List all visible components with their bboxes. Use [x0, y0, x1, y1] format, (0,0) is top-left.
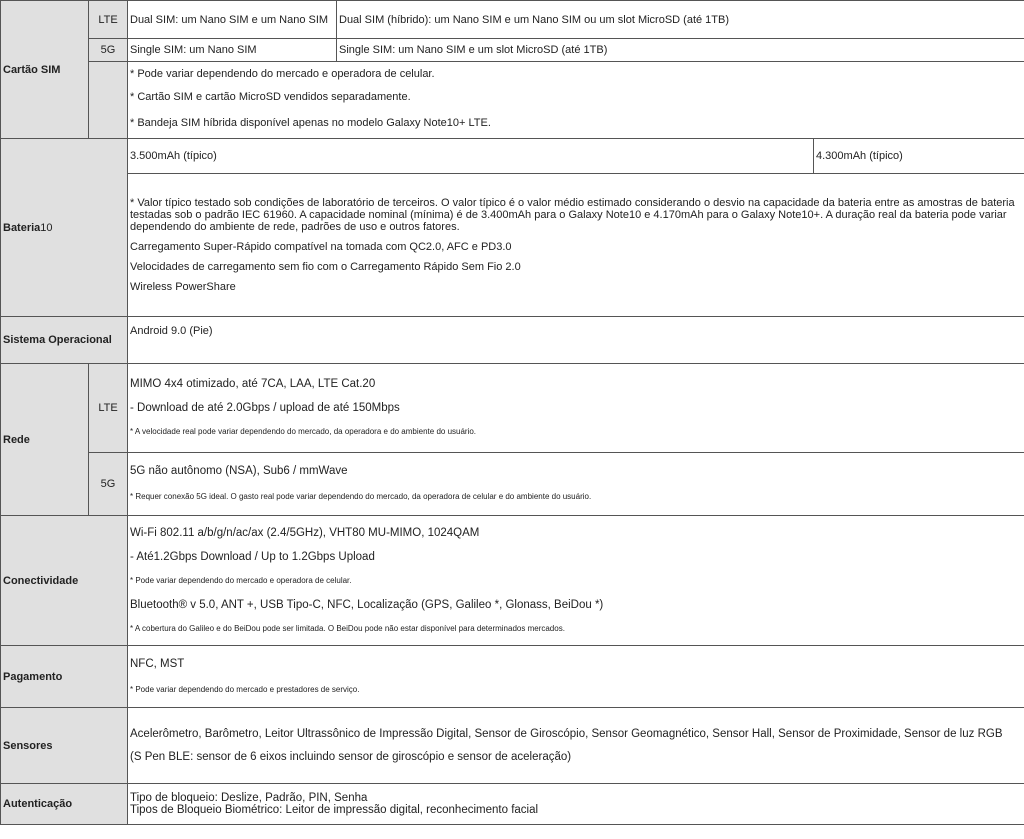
bateria-line: Wireless PowerShare	[130, 281, 236, 293]
sensores-line: (S Pen BLE: sensor de 6 eixos incluindo sensor de giroscópio e sensor de aceleração)	[130, 750, 572, 763]
pagamento-content	[128, 646, 1024, 708]
section-header-sensores: Sensores	[1, 708, 128, 784]
conectividade-line: Wi-Fi 802.11 a/b/g/n/ac/ax (2.4/5GHz), VHT80 MU-MIMO, 1024QAM	[130, 526, 480, 539]
autenticacao-content	[128, 784, 1024, 825]
rede-5g-content	[128, 453, 1024, 516]
conectividade-note: * A cobertura do Galileo e do BeiDou pode ser limitada. O BeiDou pode não estar disponível para determinados mercados.	[130, 623, 565, 633]
autenticacao-line: Tipo de bloqueio: Deslize, Padrão, PIN, Senha	[130, 792, 368, 804]
sistema-value: Android 9.0 (Pie)	[128, 317, 1024, 364]
section-header-pagamento: Pagamento	[1, 646, 128, 708]
section-header-cartao-sim: Cartão SIM	[1, 1, 89, 139]
section-header-sistema: Sistema Operacional	[1, 317, 128, 364]
conectividade-content	[128, 516, 1024, 646]
sensores-content	[128, 708, 1024, 784]
rede-lte-line: MIMO 4x4 otimizado, até 7CA, LAA, LTE Cat.20	[130, 378, 376, 390]
table-row	[1, 708, 1024, 784]
conectividade-line: Bluetooth® v 5.0, ANT +, USB Tipo-C, NFC, Localização (GPS, Galileo *, Glonass, BeiDou *)	[130, 598, 604, 611]
section-header-conectividade: Conectividade	[1, 516, 128, 646]
table-row	[1, 646, 1024, 708]
rede-lte-line: - Download de até 2.0Gbps / upload de até 150Mbps	[130, 402, 400, 414]
section-header-rede: Rede	[1, 364, 89, 516]
sim-lte-label: LTE	[89, 1, 128, 39]
table-row	[1, 317, 1024, 364]
rede-5g-line: 5G não autônomo (NSA), Sub6 / mmWave	[130, 465, 348, 477]
table-row	[1, 784, 1024, 825]
sim-5g-col1: Single SIM: um Nano SIM	[128, 39, 337, 62]
bateria-footnote-ref: 10	[40, 221, 53, 234]
table-row	[1, 139, 1024, 174]
sim-lte-col2: Dual SIM (híbrido): um Nano SIM e um Nano SIM ou um slot MicroSD (até 1TB)	[337, 1, 1024, 39]
bateria-note: * Valor típico testado sob condições de laboratório de terceiros. O valor típico é o valor médio estimado considerando o desvio na capacidade da bateria entre as amostras de bateria testadas sob o padrão IEC 61960. A capacidade nominal (mínima) é de 3.400mAh para o Galaxy Note10 e 4.170mAh para o Galaxy Note10+. A duração real da bateria pode variar dependendo do ambiente de rede, padrões de uso e outros fatores.	[130, 197, 1015, 233]
table-row	[1, 453, 1024, 516]
section-header-bateria	[1, 139, 128, 317]
table-row	[1, 39, 1024, 62]
bateria-capacity-note10plus: 4.300mAh (típico)	[814, 139, 1024, 174]
sim-lte-col1: Dual SIM: um Nano SIM e um Nano SIM	[128, 1, 337, 39]
rede-5g-note: * Requer conexão 5G ideal. O gasto real pode variar dependendo do mercado, da operadora de celular e do ambiente do usuário.	[130, 492, 592, 501]
section-header-autenticacao: Autenticação	[1, 784, 128, 825]
sim-notes	[128, 62, 1024, 139]
sim-note: * Pode variar dependendo do mercado e operadora de celular.	[130, 68, 435, 80]
pagamento-note: * Pode variar dependendo do mercado e prestadores de serviço.	[130, 684, 360, 694]
sim-note: * Bandeja SIM híbrida disponível apenas no modelo Galaxy Note10+ LTE.	[130, 117, 491, 129]
autenticacao-line: Tipos de Bloqueio Biométrico: Leitor de impressão digital, reconhecimento facial	[130, 804, 539, 816]
bateria-capacity-note10: 3.500mAh (típico)	[128, 139, 814, 174]
sim-5g-col2: Single SIM: um Nano SIM e um slot MicroSD (até 1TB)	[337, 39, 1024, 62]
bateria-details	[128, 174, 1024, 317]
sim-5g-label: 5G	[89, 39, 128, 62]
rede-5g-label: 5G	[89, 453, 128, 516]
bateria-line: Velocidades de carregamento sem fio com o Carregamento Rápido Sem Fio 2.0	[130, 261, 521, 273]
table-row	[1, 516, 1024, 646]
sensores-line: Acelerômetro, Barômetro, Leitor Ultrassônico de Impressão Digital, Sensor de Giroscópio, Sensor Geomagnético, Sensor Hall, Sensor de Proximidade, Sensor de luz RGB	[130, 727, 1003, 740]
table-row	[1, 1, 1024, 39]
conectividade-note: * Pode variar dependendo do mercado e operadora de celular.	[130, 575, 352, 585]
table-row	[1, 62, 1024, 139]
conectividade-line: - Até1.2Gbps Download / Up to 1.2Gbps Upload	[130, 550, 375, 563]
bateria-label: Bateria	[3, 221, 41, 234]
pagamento-value: NFC, MST	[130, 657, 185, 670]
table-row	[1, 364, 1024, 453]
rede-lte-content	[128, 364, 1024, 453]
sim-note: * Cartão SIM e cartão MicroSD vendidos separadamente.	[130, 91, 411, 103]
bateria-line: Carregamento Super-Rápido compatível na tomada com QC2.0, AFC e PD3.0	[130, 241, 512, 253]
rede-lte-note: * A velocidade real pode variar dependendo do mercado, da operadora e do ambiente do usuário.	[130, 427, 477, 436]
rede-lte-label: LTE	[89, 364, 128, 453]
table-row	[1, 174, 1024, 317]
